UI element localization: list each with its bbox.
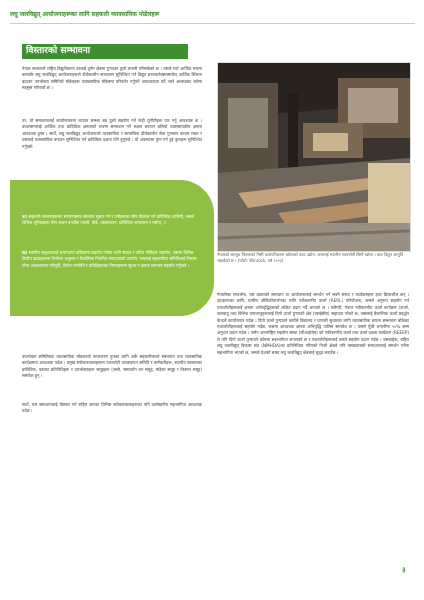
- workshop-photo: [217, 62, 411, 252]
- photo-credit: (फोटो: Winrock, वर्ष २०२३): [237, 258, 284, 263]
- callout-item-b: [22, 250, 204, 269]
- right-paragraph-1: नेपालीका सन्दर्भमा, यस प्रकारको समाधान वा आयोजनालाई समर्थन गर्न सक्ने संस्था र कार्यक्रमहरू हाल क्रियाशील छन् । उदाहरणका लागि, ग्रामीण जीविकोपार्जनका लागि नवीकरणीय ऊर्जा (RERL) परियोजना, जसले अनुरूप सहयोग गर्न एकापरेटीहरूलाई क्षमता अभिवृद्धिहरूको लक्षित प्रदान गर्दै आएको छ । यसैगरी, नेपाल नवीकरणीय ऊर्जा कार्यक्रम (ऊर्जा, जलवायु तथा विभिन्न वन्यजन्तुहरूलाई दिगो ऊर्जा पुऱ्याउने क्षेत्र (एसईसीए) सहायता गरेको छ, जसलाई वैकल्पिक ऊर्जा प्रवर्द्धन केन्द्रले कार्यान्वयन गर्दछ । दिगो ऊर्जा पुऱ्याउने कार्यले विद्यालय र प्रणाली सुधारका लागि व्यावसायिक रूपमा सम्भावना बोकेका एकापरेटीहरूलाई सहयोग गर्दछ, जसमा आवश्यक क्षमता अभिवृद्धि तालिम समावेश छ । यसले पूँजी लगानीमा ५०% सम्म अनुदान प्रदान गर्दछ । जर्मन अन्तर्राष्ट्रिय सहयोग संस्था (जीआईजेड) को नवीकरणीय ऊर्जा तथा ऊर्जा दक्षता कार्यक्रम (REEEP) ले पनि दिगो ऊर्जा पुऱ्याउने कोषमा सहभागिता जनाएको छ र एकापरेटीहरूलाई यसले सहयोग प्रदान गर्दछ । यसबाहेक, राष्ट्रिय लघु जलविद्युत् विकास संघ (NMHDA)का प्रतिनिधित्व गरिएको निजी क्षेत्रले पनि यसप्रकारको समाधानलाई समर्थन गर्नेमा सहभागिता भएको छ, जसले देशको समग्र लघु जलविद्युत् क्षेत्रलाई सुदृढ बनाउँछ ।: [217, 292, 409, 355]
- page-number: ३: [402, 566, 406, 574]
- sawmill-workshop-image: [218, 63, 410, 251]
- callout-item-a-text: सहकारी संरचनाहरूका संगठनात्मक संस्थाना सुधार गर्न र उनीहरूका सीप विकास गर्न प्राविधिक तालिमी, जसले विभिन्न भूमिकाहरू लिन सक्षम बनाउँछ (जस्तै, बोर्ड, व्यवस्थापन, प्राविधिक सञ्चालन र मर्मत), र: [22, 214, 195, 226]
- running-header: लघु जलविद्युत् आयोजनाहरूका लागि सहकारी व्यावसायिक मोडेलहरू: [10, 10, 415, 24]
- photo-caption: [217, 252, 409, 264]
- photo-caption-text: नेपालको बाग्लुङ जिल्लाको निसी काठेपनिकामा खोलाको काठ उद्योग, जसलाई स्थानीय एकापरेटी लिमी खोला । कार विद्युत आपूर्ति भइरहेको छ ।: [217, 252, 403, 263]
- left-paragraph-2: तर, यो समाधानलाई कार्यान्वयनमा ल्याउन सम्भव बन्न ठूलो सहयोग गर्न केही चुनौतीहरू पार गर्नु आवश्यक छ । उपशासनलाई आर्थिक तथा प्राविधिक क्षमताको रूपमा सामाधान गर्न सक्षम बनाउन बलियो व्यवस्थापकीय क्षमता आवश्यक हुन्छ । सार्थे, लघु जलविद्युत् आयोजनाको व्यवसायिक र सामाजिक दीर्घकालीन सेवा गुणस्तर कायम राख्न र यसलाई व्यावसायिक बनाउन सुनिश्चित गर्न प्राविधिक दक्षता पनि हुनुपर्छ । यो अवस्थामा पुग्न गर्न दुई कुराहरू सुनिश्चित गर्नुपर्छ:: [22, 118, 202, 149]
- callout-item-b-text: स्थानीय समुदायलाई रूपान्तरण प्रक्रियामा सहयोग गर्नका लागि सफल र उचित नीतिहरू सहयोग, जसमा विभिन्न वित्तीय खाताहरूमा निर्भरता अनुसार र वैकल्पिक नियमित मापदण्डको उपयोग, यसलाई सहकारिता समितिलाई विस्तार योग्य आवश्यकता परिपूर्ति, विशेष रणनीति र प्रविधिहरूका नियमहरूमा सुधार र क्षमता समन्वय सहयोग गर्नुपर्छ ।: [22, 250, 197, 268]
- left-paragraph-1: नेपाल सरकारले राष्ट्रिय विद्युतीकरण दरलाई दुर्गम क्षेत्रमा पुऱ्याउन ठूलो लगानी गरिसकेको छ । यसले गर्दा आर्थिक रूपमा कमजोर लघु जलविद्युत् आयोजनाहरूले दीर्घकालीन सञ्चालन सुनिश्चित गर्न विद्युत इन्टरकनेक्सनमार्फत् आर्थिक स्थिरता बढाउन उपभोक्ता समितिले मोडेलहरू व्यावसायिक मोडेलमा परिवर्तन गर्नुपर्ने आवश्यकता पर्दै जाने अवस्थाका बारेमा महसुस गरिएको छ ।: [22, 66, 202, 91]
- left-paragraph-4: सार्थे, यस समाधानलाई विस्तार गर्न राष्ट्रिय स्तरका विभिन्न सरोकारवालाहरूका पनि उल्लेखनीय सहभागिता आवश्यक पर्दछ ।: [22, 402, 202, 414]
- callout-item-a-label: क): [22, 214, 28, 219]
- callout-box: [10, 180, 214, 316]
- callout-item-b-label: ख): [22, 250, 28, 255]
- section-title: विस्तारको सम्भावना: [22, 44, 188, 59]
- callout-item-a: [22, 214, 204, 227]
- left-paragraph-3: उपभोक्ता समितिबाट व्यावसायिक मोडलतर्फ रूपान्तरण हुनका लागि अर्के सहकारिताको संस्थागत तथा व्यवसायिक कार्यक्षमता आवश्यक पर्दछ । प्रमुख सरोकारवालाहरूमा एकापरेटी व्यवस्थापन समिति र कर्मचारीहरू, स्थानीय सरकारका प्राविधिक, वडाका प्रतिनिधिहरू र उपभोक्ताहरू समूहहरू (जस्तै, समावर्तन वन समूह, महिला समूह र किसान समूह) समावेश हुन् ।: [22, 354, 202, 379]
